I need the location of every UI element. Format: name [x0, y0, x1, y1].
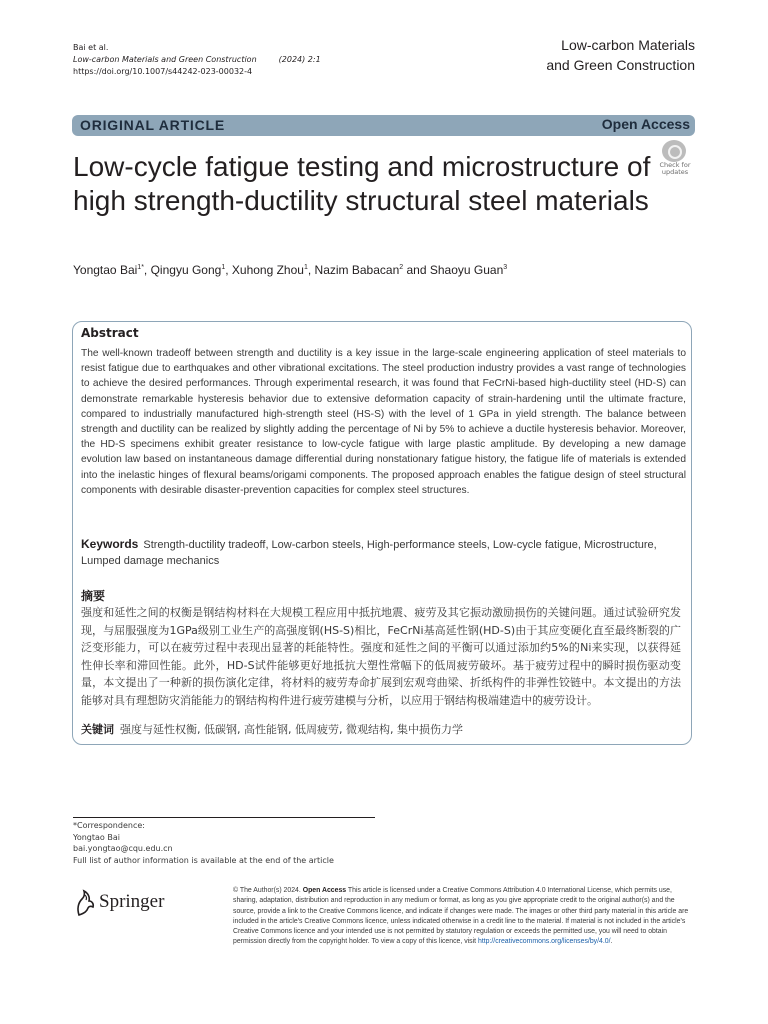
author-separator: , — [307, 263, 315, 277]
author-separator: , — [143, 263, 151, 277]
author-list — [73, 263, 507, 277]
zh-keywords — [81, 721, 681, 737]
license-text: © The Author(s) 2024. Open Access This article is licensed under a Creative Commons Attribution 4.0 International License, which permits use, sharing, adaptation, distribution and reproduction in any medium or format, as long as you give appropriate credit to the original author(s) and the source, provide a link to the Creative Commons licence, and indicate if changes were made. The images or other third party material in this article are included in the article's Creative Commons licence, unless indicated otherwise in a credit line to the material. If material is not included in the article's Creative Commons licence and your intended use is not permitted by statutory regulation or exceeds the permitted use, you will need to obtain permission directly from the copyright holder. To view a copy of this licence, visit http://creativecommons.org/licenses/by/4.0/. — [233, 887, 689, 946]
author-name[interactable]: Shaoyu Guan — [429, 263, 504, 277]
footnote-rule — [73, 817, 375, 818]
article-type: ORIGINAL ARTICLE — [80, 117, 226, 133]
open-access-label: Open Access — [601, 116, 690, 132]
keywords — [81, 537, 689, 569]
zh-keywords-label: 关键词 — [81, 723, 114, 736]
check-for-updates-badge[interactable]: Check for updates — [655, 140, 695, 180]
author-separator: , — [225, 263, 232, 277]
author-affiliation: 1 — [303, 264, 308, 271]
header-volume: (2024) 2:1 — [278, 55, 321, 64]
zh-abstract-heading: 摘要 — [81, 589, 106, 603]
springer-wordmark: Springer — [99, 891, 165, 912]
springer-logo — [73, 889, 183, 919]
author-name[interactable]: Qingyu Gong — [150, 263, 222, 277]
check-updates-icon — [662, 140, 686, 162]
author-name[interactable]: Yongtao Bai — [73, 263, 138, 277]
license-link[interactable]: http://creativecommons.org/licenses/by/4.0/ — [477, 938, 611, 946]
author-affiliation: 1 — [221, 264, 226, 271]
article-title: Low-cycle fatigue testing and microstructure of high strength-ductility structural steel materials — [73, 151, 651, 216]
keywords-label: Keywords — [81, 537, 139, 551]
author-affiliation: 2 — [399, 264, 404, 271]
author-affiliation: 3 — [503, 264, 508, 271]
springer-horse-icon — [73, 889, 97, 917]
running-header — [73, 42, 321, 78]
author-name[interactable]: Xuhong Zhou — [231, 263, 304, 277]
author-separator: and — [403, 263, 430, 277]
correspondence-email[interactable]: bai.yongtao@cqu.edu.cn — [73, 844, 173, 853]
correspondence-footnote: *Correspondence: Yongtao Bai bai.yongtao@cqu.edu.cn Full list of author information is available at the end of the article — [73, 821, 334, 865]
header-journal: Low-carbon Materials and Green Construction — [73, 55, 257, 64]
abstract-heading: Abstract — [81, 326, 139, 340]
zh-keywords-list: 强度与延性权衡, 低碳钢, 高性能钢, 低周疲劳, 微观结构, 集中损伤力学 — [120, 723, 463, 736]
author-name[interactable]: Nazim Babacan — [314, 263, 400, 277]
keywords-list: Strength-ductility tradeoff, Low-carbon steels, High-performance steels, Low-cycle fatigue, Microstructure, Lumped damage mechanics — [81, 539, 657, 567]
abstract-text: The well-known tradeoff between strength and ductility is a key issue in the large-scale engineering application of steel materials to resist fatigue due to earthquakes and other vibrational excitations. The steel production industry provides a vast range of technologies to achieve the desired performances. Through experimental research, it was found that FeCrNi-based high-ductility steel (HD-S) can demonstrate remarkable hysteresis behavior due to extensive deformation capacity of strain-hardening until the ultimate fracture, compared to industrially manufactured high-strength steel (HS-S) with the level of 1 GPa in yield strength. The balance between strength and ductility can be realized by slightly adding the percentage of Ni by 5% to achieve a ductile hysteresis behavior. Moreover, the HD-S specimens exhibit greater resistance to low-cycle fatigue with large plastic amplitude. By developing a new damage evolution law based on instantaneous damage differential during nonstationary fatigue history, the fatigue life of materials is extended into the inelastic hinges of flexural beams/origami components. The proposed approach enables the fatigue design of steel structural components with desirable disaster-prevention capacities for complex steel structures. — [81, 348, 686, 496]
header-doi[interactable]: https://doi.org/10.1007/s44242-023-00032-4 — [73, 67, 253, 76]
journal-name: Low-carbon Materials and Green Construction — [546, 37, 695, 73]
header-authors: Bai et al. — [73, 43, 109, 52]
author-affiliation: 1* — [137, 264, 144, 271]
zh-abstract-text: 强度和延性之间的权衡是钢结构材料在大规模工程应用中抵抗地震、疲劳及其它振动激励损伤的关键问题。通过试验研究发现，与屈服强度为1GPa级别工业生产的高强度钢(HS-S)相比，FeCrNi基高延性钢(HD-S)由于其应变硬化直至最终断裂的广泛变形能力，可以在疲劳过程中表现出显著的耗能特性。强度和延性之间的平衡可以通过添加约5%的Ni来实现，以获得延性伸长率和滞回性能。此外，HD-S试件能够更好地抵抗大塑性常幅下的低周疲劳破坏。基于疲劳过程中的瞬时损伤驱动变量，本文提出了一种新的损伤演化定律，将材料的疲劳寿命扩展到宏观弯曲梁、折纸构件的非弹性铰链中。本文提出的方法能够对具有理想防灾消能能力的钢结构构件进行疲劳建模与分析，以应用于钢结构极端建造中的疲劳设计。 — [81, 606, 681, 707]
